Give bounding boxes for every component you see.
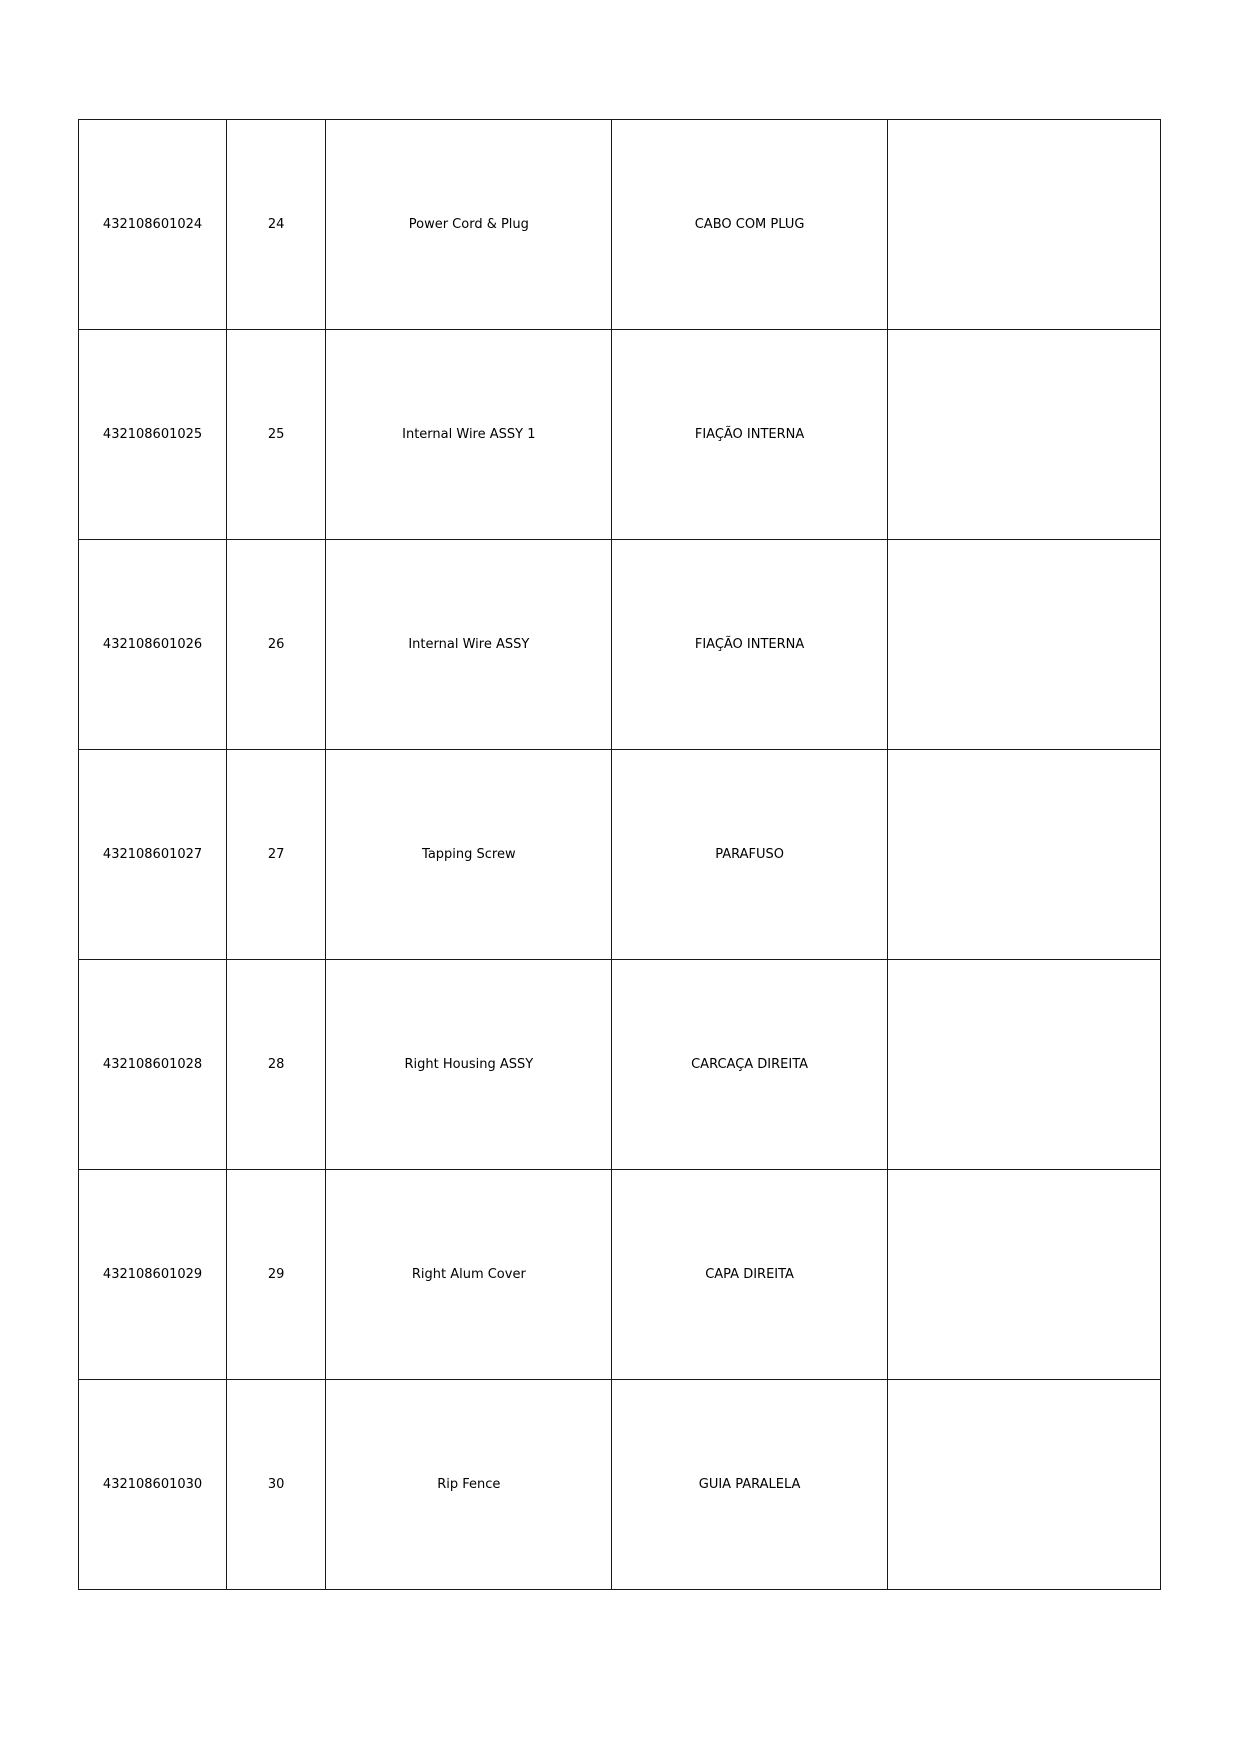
description-pt-cell: FIAÇÃO INTERNA <box>612 540 887 750</box>
table-row <box>79 750 1161 960</box>
item-number-cell: 26 <box>227 540 326 750</box>
table-row <box>79 330 1161 540</box>
empty-cell <box>887 120 1160 330</box>
description-en-cell: Right Alum Cover <box>326 1170 612 1380</box>
description-en-cell: Internal Wire ASSY 1 <box>326 330 612 540</box>
description-en-cell: Rip Fence <box>326 1380 612 1590</box>
part-code-cell: 432108601029 <box>79 1170 227 1380</box>
description-en-cell: Right Housing ASSY <box>326 960 612 1170</box>
description-pt-cell: FIAÇÃO INTERNA <box>612 330 887 540</box>
part-code-cell: 432108601024 <box>79 120 227 330</box>
part-code-cell: 432108601025 <box>79 330 227 540</box>
description-en-cell: Internal Wire ASSY <box>326 540 612 750</box>
part-code-cell: 432108601028 <box>79 960 227 1170</box>
description-pt-cell: CABO COM PLUG <box>612 120 887 330</box>
description-en-cell: Power Cord & Plug <box>326 120 612 330</box>
empty-cell <box>887 1170 1160 1380</box>
part-code-cell: 432108601026 <box>79 540 227 750</box>
part-code-cell: 432108601027 <box>79 750 227 960</box>
description-pt-cell: PARAFUSO <box>612 750 887 960</box>
table-row <box>79 1380 1161 1590</box>
item-number-cell: 29 <box>227 1170 326 1380</box>
table-row <box>79 960 1161 1170</box>
item-number-cell: 25 <box>227 330 326 540</box>
item-number-cell: 27 <box>227 750 326 960</box>
table-row <box>79 540 1161 750</box>
empty-cell <box>887 1380 1160 1590</box>
part-code-cell: 432108601030 <box>79 1380 227 1590</box>
empty-cell <box>887 330 1160 540</box>
description-pt-cell: CARCAÇA DIREITA <box>612 960 887 1170</box>
description-pt-cell: CAPA DIREITA <box>612 1170 887 1380</box>
description-en-cell: Tapping Screw <box>326 750 612 960</box>
empty-cell <box>887 750 1160 960</box>
item-number-cell: 24 <box>227 120 326 330</box>
empty-cell <box>887 960 1160 1170</box>
description-pt-cell: GUIA PARALELA <box>612 1380 887 1590</box>
table-row <box>79 1170 1161 1380</box>
item-number-cell: 28 <box>227 960 326 1170</box>
empty-cell <box>887 540 1160 750</box>
item-number-cell: 30 <box>227 1380 326 1590</box>
parts-table <box>78 119 1161 1590</box>
table-row <box>79 120 1161 330</box>
